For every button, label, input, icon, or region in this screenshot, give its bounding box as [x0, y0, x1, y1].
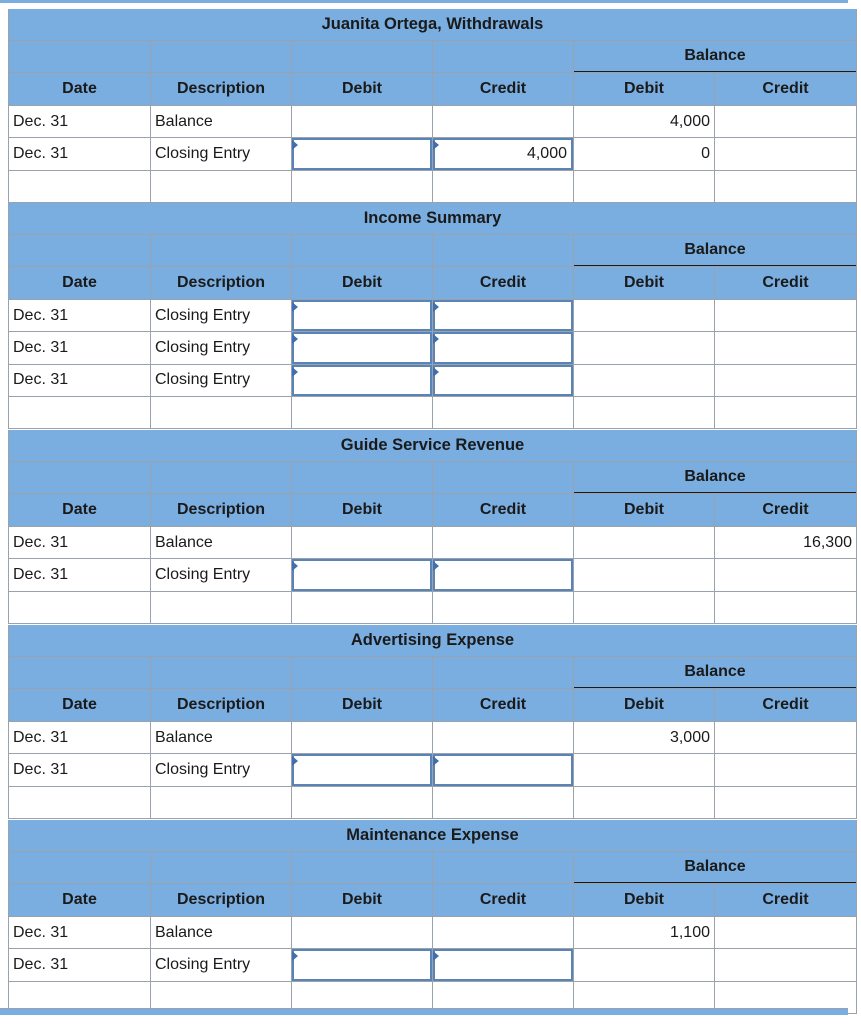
description-header: Description	[151, 689, 292, 722]
balance-header-row	[9, 462, 857, 494]
header-blank-cell	[9, 462, 151, 494]
date-cell: Dec. 31	[9, 138, 151, 170]
balance-credit-header: Credit	[715, 884, 857, 917]
debit-header: Debit	[292, 884, 433, 917]
ledger-row	[9, 106, 857, 138]
description-cell: Closing Entry	[151, 138, 292, 170]
ledger-row	[9, 722, 857, 754]
date-cell	[9, 592, 151, 624]
debit-header: Debit	[292, 73, 433, 106]
ledger-row	[9, 917, 857, 949]
ledger-row	[9, 300, 857, 332]
balance-debit-header: Debit	[574, 73, 715, 106]
header-blank-cell	[574, 41, 746, 73]
credit-cell	[433, 106, 574, 138]
balance-credit-cell	[715, 106, 857, 138]
ledger-row	[9, 138, 857, 170]
date-cell	[9, 171, 151, 203]
account-title: Guide Service Revenue	[9, 430, 857, 462]
column-header-row	[9, 884, 857, 917]
balance-debit-cell	[574, 365, 715, 397]
credit-cell	[433, 722, 574, 754]
account-ledger	[8, 9, 809, 203]
credit-header: Credit	[433, 884, 574, 917]
debit-cell[interactable]	[292, 754, 433, 786]
balance-label: Balance	[684, 468, 746, 485]
column-header-row	[9, 73, 857, 106]
balance-debit-cell	[574, 527, 715, 559]
top-bar	[0, 0, 848, 3]
header-blank-cell	[9, 657, 151, 689]
dropdown-marker-icon	[433, 367, 439, 377]
date-cell: Dec. 31	[9, 332, 151, 364]
credit-input[interactable]	[433, 559, 573, 590]
balance-debit-header: Debit	[574, 689, 715, 722]
debit-cell	[292, 917, 433, 949]
credit-cell[interactable]	[433, 754, 574, 786]
description-cell	[151, 787, 292, 819]
header-blank-cell	[292, 235, 433, 267]
dropdown-marker-icon	[292, 334, 298, 344]
description-cell: Closing Entry	[151, 300, 292, 332]
balance-header-row	[9, 235, 857, 267]
debit-cell[interactable]	[292, 365, 433, 397]
debit-cell	[292, 527, 433, 559]
balance-credit-cell	[715, 559, 857, 591]
credit-cell	[433, 592, 574, 624]
column-header-row	[9, 689, 857, 722]
debit-input[interactable]	[292, 332, 432, 363]
account-title: Income Summary	[9, 203, 857, 235]
bottom-bar	[0, 1008, 848, 1015]
credit-input[interactable]	[433, 365, 573, 396]
date-header: Date	[9, 494, 151, 527]
header-blank-cell	[574, 235, 746, 267]
account-title-row	[9, 625, 857, 657]
description-cell: Balance	[151, 106, 292, 138]
description-cell: Closing Entry	[151, 559, 292, 591]
balance-credit-cell	[715, 592, 857, 624]
balance-credit-cell	[715, 787, 857, 819]
header-blank-cell	[433, 852, 574, 884]
balance-credit-cell	[715, 722, 857, 754]
date-cell	[9, 397, 151, 429]
debit-input[interactable]	[292, 949, 432, 980]
debit-input[interactable]	[292, 138, 432, 169]
credit-cell[interactable]	[433, 365, 574, 397]
balance-debit-header: Debit	[574, 267, 715, 300]
date-header: Date	[9, 267, 151, 300]
balance-credit-cell	[715, 754, 857, 786]
date-cell	[9, 787, 151, 819]
credit-input[interactable]	[433, 754, 573, 785]
description-header: Description	[151, 494, 292, 527]
header-blank-cell	[292, 462, 433, 494]
balance-label: Balance	[684, 241, 746, 258]
debit-cell	[292, 397, 433, 429]
credit-cell[interactable]	[433, 559, 574, 591]
header-blank-cell	[715, 657, 857, 689]
dropdown-marker-icon	[292, 367, 298, 377]
balance-debit-cell	[574, 949, 715, 981]
balance-credit-cell	[715, 171, 857, 203]
credit-header: Credit	[433, 267, 574, 300]
credit-input[interactable]	[433, 300, 573, 331]
account-title-row	[9, 9, 857, 41]
balance-debit-cell	[574, 171, 715, 203]
credit-cell[interactable]	[433, 332, 574, 364]
description-header: Description	[151, 73, 292, 106]
balance-header-row	[9, 852, 857, 884]
balance-header-row	[9, 41, 857, 73]
balance-debit-header: Debit	[574, 494, 715, 527]
ledger-row	[9, 592, 857, 624]
description-cell: Closing Entry	[151, 365, 292, 397]
account-title-row	[9, 430, 857, 462]
description-cell: Closing Entry	[151, 754, 292, 786]
account-ledger	[8, 430, 852, 624]
balance-debit-header: Debit	[574, 884, 715, 917]
balance-debit-cell	[574, 559, 715, 591]
column-header-row	[9, 267, 857, 300]
balance-debit-cell	[574, 592, 715, 624]
debit-input[interactable]	[292, 365, 432, 396]
balance-label: Balance	[684, 663, 746, 680]
header-blank-cell	[292, 852, 433, 884]
credit-cell[interactable]	[433, 949, 574, 981]
dropdown-marker-icon	[292, 756, 298, 766]
debit-cell[interactable]	[292, 332, 433, 364]
header-blank-cell	[151, 41, 292, 73]
description-cell: Balance	[151, 917, 292, 949]
debit-input[interactable]	[292, 754, 432, 785]
header-blank-cell	[151, 657, 292, 689]
header-blank-cell	[433, 462, 574, 494]
description-header: Description	[151, 884, 292, 917]
date-header: Date	[9, 884, 151, 917]
account-title: Advertising Expense	[9, 625, 857, 657]
debit-cell[interactable]	[292, 300, 433, 332]
debit-input[interactable]	[292, 559, 432, 590]
header-blank-cell	[9, 41, 151, 73]
balance-credit-cell	[715, 332, 857, 364]
credit-cell	[433, 527, 574, 559]
debit-cell	[292, 787, 433, 819]
debit-cell[interactable]	[292, 138, 433, 170]
ledger-row	[9, 527, 857, 559]
header-blank-cell	[574, 852, 746, 884]
debit-input[interactable]	[292, 300, 432, 331]
balance-credit-cell	[715, 917, 857, 949]
dropdown-marker-icon	[433, 756, 439, 766]
date-cell: Dec. 31	[9, 754, 151, 786]
header-blank-cell	[715, 462, 857, 494]
account-title: Maintenance Expense	[9, 820, 857, 852]
credit-input[interactable]	[433, 949, 573, 980]
header-blank-cell	[574, 657, 746, 689]
ledger-row	[9, 559, 857, 591]
balance-debit-cell	[574, 397, 715, 429]
date-cell: Dec. 31	[9, 917, 151, 949]
header-blank-cell	[292, 657, 433, 689]
account-ledger	[8, 203, 809, 429]
date-cell: Dec. 31	[9, 106, 151, 138]
debit-header: Debit	[292, 267, 433, 300]
header-blank-cell	[715, 235, 857, 267]
credit-header: Credit	[433, 689, 574, 722]
credit-cell[interactable]	[433, 138, 574, 170]
description-cell: Closing Entry	[151, 949, 292, 981]
description-cell	[151, 397, 292, 429]
balance-credit-cell	[715, 365, 857, 397]
dropdown-marker-icon	[292, 561, 298, 571]
header-blank-cell	[574, 462, 746, 494]
dropdown-marker-icon	[433, 302, 439, 312]
header-blank-cell	[151, 235, 292, 267]
account-title-row	[9, 820, 857, 852]
description-cell	[151, 592, 292, 624]
debit-header: Debit	[292, 689, 433, 722]
dropdown-marker-icon	[433, 334, 439, 344]
ledger-row	[9, 332, 857, 364]
date-cell: Dec. 31	[9, 365, 151, 397]
header-blank-cell	[433, 235, 574, 267]
balance-debit-cell: 4,000	[574, 106, 715, 138]
account-ledger	[8, 625, 809, 819]
balance-credit-cell	[715, 397, 857, 429]
balance-credit-cell	[715, 949, 857, 981]
description-cell: Balance	[151, 527, 292, 559]
date-cell: Dec. 31	[9, 527, 151, 559]
dropdown-marker-icon	[433, 951, 439, 961]
debit-cell	[292, 106, 433, 138]
header-blank-cell	[9, 852, 151, 884]
ledger-row	[9, 754, 857, 786]
credit-cell	[433, 917, 574, 949]
debit-cell	[292, 592, 433, 624]
debit-cell[interactable]	[292, 949, 433, 981]
credit-cell	[433, 397, 574, 429]
header-blank-cell	[433, 657, 574, 689]
balance-debit-cell	[574, 300, 715, 332]
dropdown-marker-icon	[292, 140, 298, 150]
balance-credit-cell	[715, 138, 857, 170]
balance-credit-cell: 16,300	[715, 527, 857, 559]
credit-cell	[433, 171, 574, 203]
account-ledger	[8, 820, 809, 1014]
description-header: Description	[151, 267, 292, 300]
ledger-row	[9, 171, 857, 203]
balance-header-row	[9, 657, 857, 689]
ledger-row	[9, 949, 857, 981]
debit-cell	[292, 171, 433, 203]
balance-credit-header: Credit	[715, 73, 857, 106]
balance-debit-cell	[574, 754, 715, 786]
date-cell: Dec. 31	[9, 300, 151, 332]
header-blank-cell	[433, 41, 574, 73]
description-cell: Balance	[151, 722, 292, 754]
dropdown-marker-icon	[292, 951, 298, 961]
description-cell	[151, 171, 292, 203]
debit-cell[interactable]	[292, 559, 433, 591]
date-header: Date	[9, 689, 151, 722]
ledger-row	[9, 787, 857, 819]
date-cell: Dec. 31	[9, 722, 151, 754]
credit-cell[interactable]	[433, 300, 574, 332]
credit-input[interactable]: 4,000	[433, 138, 573, 169]
balance-credit-header: Credit	[715, 689, 857, 722]
balance-credit-cell	[715, 300, 857, 332]
date-cell: Dec. 31	[9, 559, 151, 591]
credit-header: Credit	[433, 73, 574, 106]
date-header: Date	[9, 73, 151, 106]
balance-label: Balance	[684, 47, 746, 64]
column-header-row	[9, 494, 857, 527]
account-title-row	[9, 203, 857, 235]
header-blank-cell	[151, 852, 292, 884]
header-blank-cell	[9, 235, 151, 267]
date-cell: Dec. 31	[9, 949, 151, 981]
description-cell: Closing Entry	[151, 332, 292, 364]
balance-credit-header: Credit	[715, 267, 857, 300]
header-blank-cell	[292, 41, 433, 73]
balance-debit-cell: 3,000	[574, 722, 715, 754]
balance-debit-cell: 0	[574, 138, 715, 170]
debit-header: Debit	[292, 494, 433, 527]
credit-input[interactable]	[433, 332, 573, 363]
balance-debit-cell: 1,100	[574, 917, 715, 949]
dropdown-marker-icon	[433, 561, 439, 571]
debit-cell	[292, 722, 433, 754]
credit-cell	[433, 787, 574, 819]
balance-debit-cell	[574, 787, 715, 819]
account-title: Juanita Ortega, Withdrawals	[9, 9, 857, 41]
header-blank-cell	[715, 41, 857, 73]
ledger-row	[9, 397, 857, 429]
balance-credit-header: Credit	[715, 494, 857, 527]
credit-header: Credit	[433, 494, 574, 527]
header-blank-cell	[151, 462, 292, 494]
balance-label: Balance	[684, 858, 746, 875]
dropdown-marker-icon	[292, 302, 298, 312]
ledger-row	[9, 365, 857, 397]
header-blank-cell	[715, 852, 857, 884]
dropdown-marker-icon	[433, 140, 439, 150]
balance-debit-cell	[574, 332, 715, 364]
